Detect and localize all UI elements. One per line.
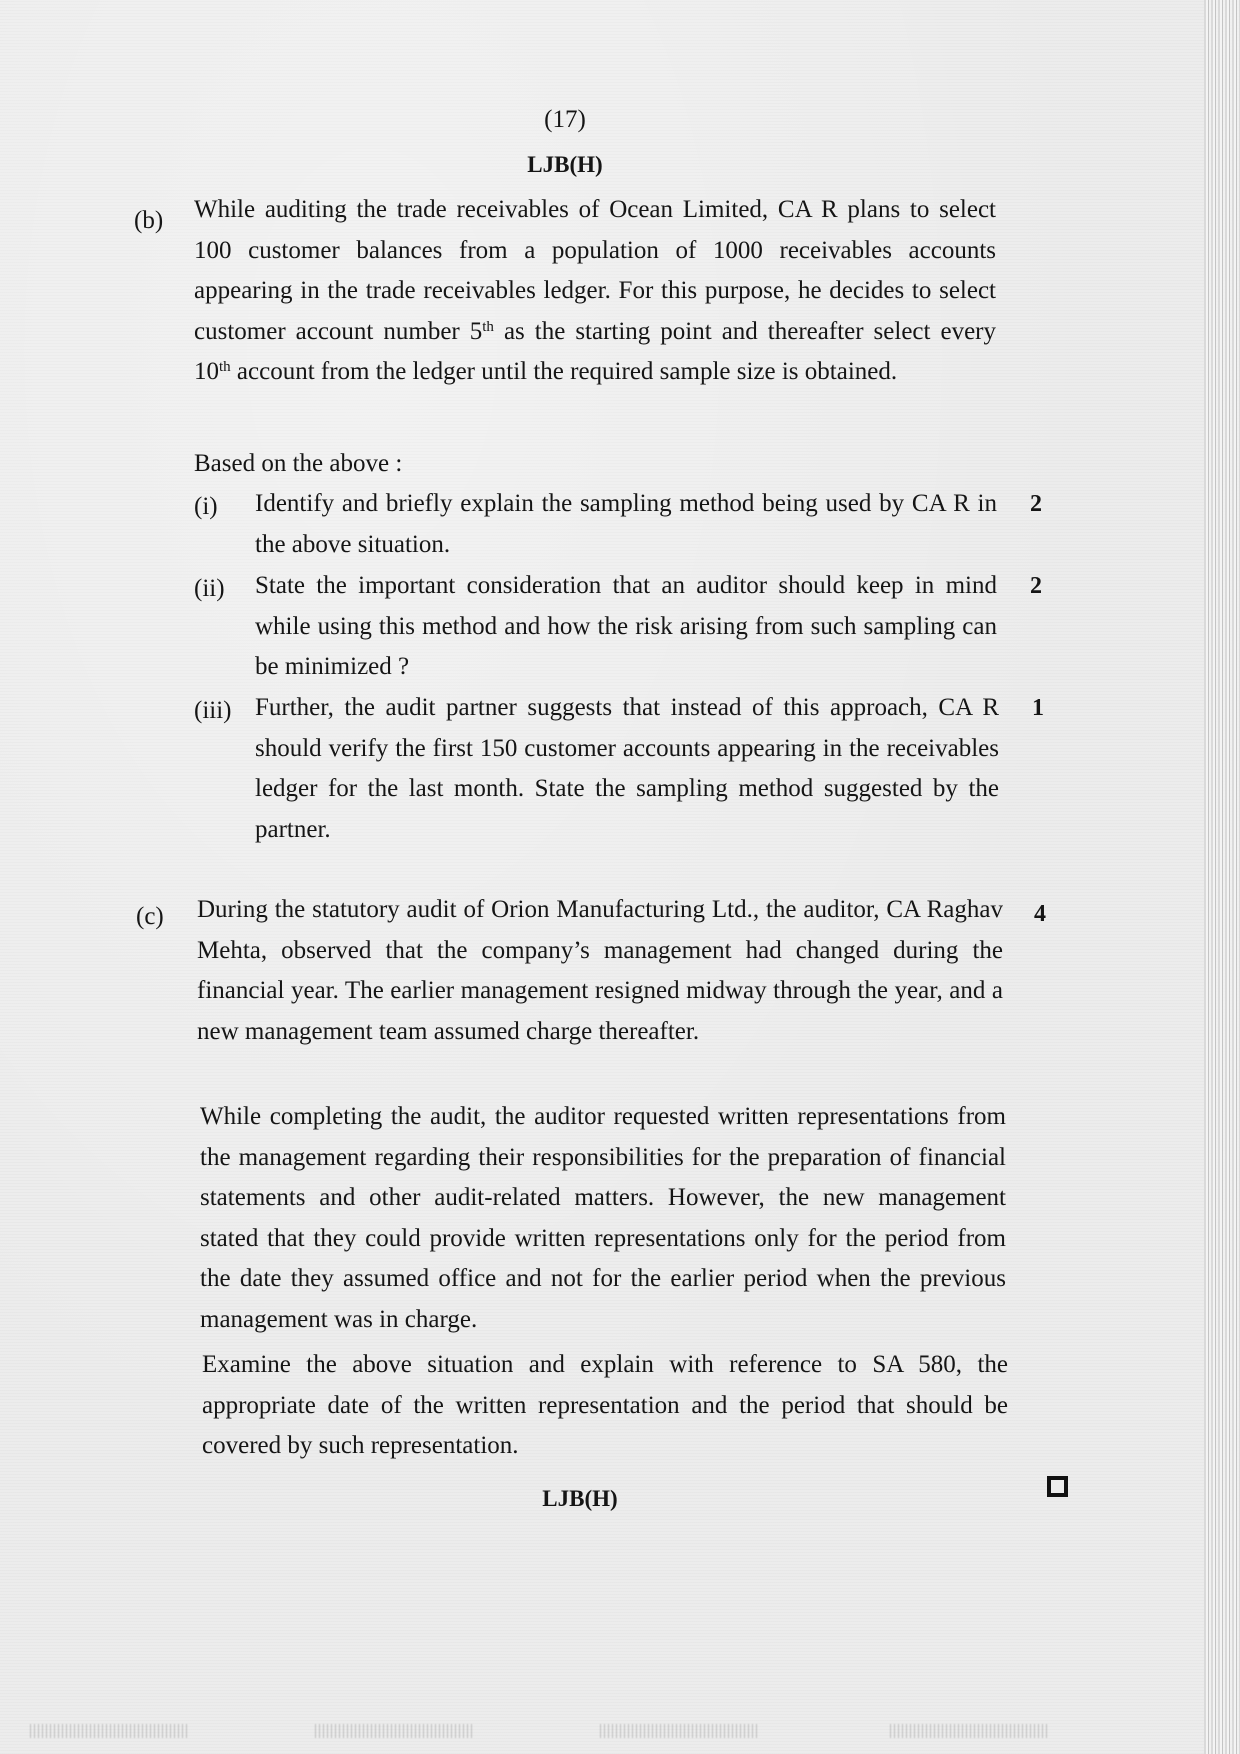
sub-question-iii-text: Further, the audit partner suggests that instead of this approach, CA R should verify the first 150 customer accounts appearing in the receivables ledger for the last month. State the sampling method suggested by the partner. <box>255 694 999 843</box>
question-b-intro <box>194 190 996 393</box>
sub-question-iii-label: (iii) <box>194 697 232 724</box>
based-on-above: Based on the above : <box>194 450 403 477</box>
question-b-intro-part1: While auditing the trade receivables of Ocean Limited, CA R plans to select 100 customer balances from a population of 1000 receivables accounts appearing in the trade receivables ledger. For this purpose, he decides to select customer account number 5 <box>194 196 996 345</box>
page-number: (17) <box>544 106 586 133</box>
scan-artifacts <box>0 1720 1200 1744</box>
sub-question-i-marks: 2 <box>1030 491 1042 517</box>
paper-code-header: LJB(H) <box>527 152 603 177</box>
sub-question-ii-text: State the important consideration that an auditor should keep in mind while using this method and how the risk arising from such sampling can be minimized ? <box>255 572 997 680</box>
binding-edge <box>1204 0 1240 1754</box>
sub-question-iii-marks: 1 <box>1032 695 1044 721</box>
question-c-para1: During the statutory audit of Orion Manufacturing Ltd., the auditor, CA Raghav Mehta, observed that the company’s management had changed during the financial year. The earlier management resigned midway through the year, and a new management team assumed charge thereafter. <box>197 896 1003 1045</box>
sub-question-i-label: (i) <box>194 493 218 520</box>
sub-question-ii-marks: 2 <box>1030 573 1042 599</box>
end-of-page-square-icon <box>1047 1476 1068 1497</box>
question-b-intro-part3: account from the ledger until the required sample size is obtained. <box>230 358 898 385</box>
question-c-para2: While completing the audit, the auditor requested written representations from the management regarding their responsibilities for the preparation of financial statements and other audit-related matters. However, the new management stated that they could provide written representations only for the period from the date they assumed office and not for the earlier period when the previous management was in charge. <box>200 1103 1006 1333</box>
superscript-th-2: th <box>219 358 231 375</box>
question-c-para3: Examine the above situation and explain with reference to SA 580, the appropriate date of the written representation and the period that should be covered by such representation. <box>202 1351 1008 1459</box>
question-c-marks: 4 <box>1034 901 1046 927</box>
question-b-label: (b) <box>134 207 164 234</box>
question-b-intro-part2: as the starting point and thereafter select every 10 <box>194 317 996 385</box>
paper-code-footer: LJB(H) <box>542 1486 618 1511</box>
superscript-th-1: th <box>482 318 494 335</box>
sub-question-i-text: Identify and briefly explain the sampling method being used by CA R in the above situation. <box>255 490 997 558</box>
sub-question-ii-label: (ii) <box>194 575 225 602</box>
question-c-label: (c) <box>136 903 164 930</box>
